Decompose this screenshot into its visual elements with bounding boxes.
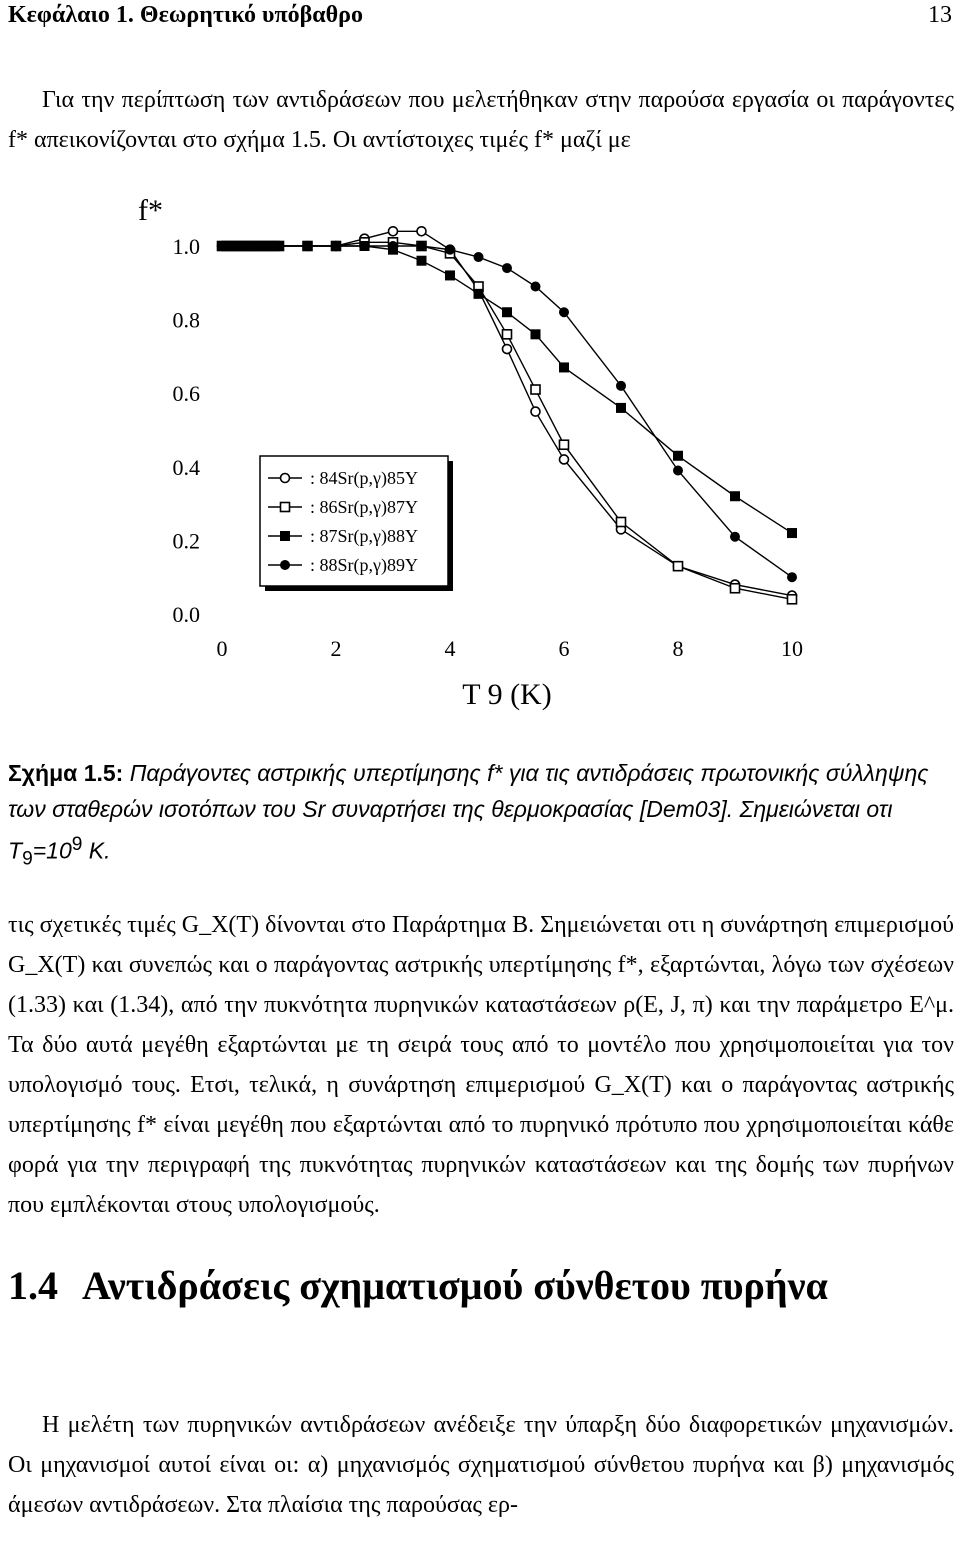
data-point-series-1 <box>389 227 398 236</box>
data-point-series-4 <box>417 242 426 251</box>
data-point-series-1 <box>531 407 540 416</box>
data-point-series-2 <box>617 518 626 527</box>
data-point-series-3 <box>503 308 512 317</box>
x-tick-label: 8 <box>672 636 684 661</box>
x-tick-label: 6 <box>558 636 570 661</box>
data-point-series-4 <box>474 253 483 262</box>
x-tick-label: 10 <box>781 636 803 661</box>
data-point-series-4 <box>275 242 284 251</box>
data-point-series-2 <box>788 595 797 604</box>
data-point-series-3 <box>674 451 683 460</box>
chapter-title: Κεφάλαιο 1. Θεωρητικό υπόβαθρο <box>8 2 364 28</box>
data-point-series-2 <box>674 562 683 571</box>
data-point-series-2 <box>731 584 740 593</box>
y-tick-label: 0.2 <box>172 528 200 554</box>
legend-entry: : 86Sr(p,γ)87Y <box>310 497 418 517</box>
data-point-series-4 <box>674 466 683 475</box>
figure-caption: Σχήμα 1.5: Παράγοντες αστρικής υπερτίμησης f* για τις αντιδράσεις πρωτονικής σύλληψης των σταθερών ισοτόπων του Sr συναρτήσει της θερμοκρασίας [Dem03]. Σημειώνεται οτι $T_9=10^9$ K. <box>8 760 929 870</box>
data-point-series-4 <box>332 242 341 251</box>
page-number: 13 <box>928 2 952 28</box>
x-axis-label: T 9 (K) <box>462 678 552 711</box>
caption-label: Σχήμα 1.5 <box>8 760 116 786</box>
page-header <box>8 2 952 34</box>
y-tick-label: 1.0 <box>172 234 200 259</box>
y-tick-label: 0.8 <box>172 307 200 333</box>
data-point-series-4 <box>389 242 398 251</box>
legend-entry: : 87Sr(p,γ)88Y <box>310 526 418 546</box>
data-point-series-3 <box>731 492 740 501</box>
data-point-series-3 <box>531 330 540 339</box>
x-tick-label: 0 <box>216 636 228 661</box>
legend-marker <box>281 561 290 570</box>
caption-sup: 9 <box>71 834 83 855</box>
caption-text: Παράγοντες αστρικής υπερτίμησης f* για τις αντιδράσεις πρωτονικής σύλληψης των σταθερών ισοτόπων του Sr συναρτήσει της θερμοκρασίας [Dem03]. Σημειώνεται οτι T <box>8 760 929 864</box>
section-heading <box>8 1262 828 1309</box>
legend-entry: : 84Sr(p,γ)85Y <box>310 468 418 488</box>
data-point-series-3 <box>560 363 569 372</box>
figure-chart <box>120 176 840 736</box>
data-point-series-2 <box>531 385 540 394</box>
section-title: Αντιδράσεις σχηματισμού σύνθετου πυρήνα <box>82 1263 828 1308</box>
data-point-series-3 <box>446 271 455 280</box>
caption-tail: K. <box>82 837 111 864</box>
x-tick-label: 2 <box>330 636 342 661</box>
data-point-series-4 <box>731 532 740 541</box>
data-point-series-1 <box>503 345 512 354</box>
data-point-series-3 <box>417 256 426 265</box>
legend-entry: : 88Sr(p,γ)89Y <box>310 555 418 575</box>
data-point-series-1 <box>417 227 426 236</box>
data-point-series-4 <box>788 573 797 582</box>
data-point-series-4 <box>303 242 312 251</box>
caption-sub: 9 <box>22 848 33 870</box>
data-point-series-3 <box>474 289 483 298</box>
data-point-series-4 <box>360 242 369 251</box>
data-point-series-3 <box>617 403 626 412</box>
data-point-series-4 <box>560 308 569 317</box>
legend-marker <box>281 503 290 512</box>
data-point-series-2 <box>503 330 512 339</box>
intro-paragraph: Για την περίπτωση των αντιδράσεων που μελετήθηκαν στην παρούσα εργασία οι παράγοντες f* απεικονίζονται στο σχήμα 1.5. Οι αντίστοιχες τιμές f* μαζί με <box>8 87 954 153</box>
data-point-series-1 <box>560 455 569 464</box>
data-point-series-4 <box>446 245 455 254</box>
y-tick-label: 0.0 <box>172 602 200 627</box>
legend-marker <box>281 474 290 483</box>
x-tick-label: 4 <box>444 636 456 661</box>
y-tick-label: 0.6 <box>172 381 200 407</box>
section-number: 1.4 <box>8 1263 58 1308</box>
y-axis-label: f* <box>138 194 163 227</box>
caption-eq: =10 <box>32 837 72 864</box>
final-paragraph: Η μελέτη των πυρηνικών αντιδράσεων ανέδειξε την ύπαρξη δύο διαφορετικών μηχανισμών. Οι μηχανισμοί αυτοί είναι οι: α) μηχανισμός σχηματισμού σύνθετου πυρήνα και β) μηχανισμός άμεσων αντιδράσεων. Στα πλαίσια της παρούσας ερ- <box>8 1412 954 1518</box>
legend-marker <box>281 532 290 541</box>
data-point-series-4 <box>531 282 540 291</box>
data-point-series-3 <box>788 529 797 538</box>
data-point-series-2 <box>560 440 569 449</box>
data-point-series-4 <box>617 381 626 390</box>
body-paragraph: τις σχετικές τιμές G_X(T) δίνονται στο Παράρτημα Β. Σημειώνεται οτι η συνάρτηση επιμερισμού G_X(T) και συνεπώς και ο παράγοντας αστρικής υπερτίμησης f*, εξαρτώνται, λόγω των σχέσεων (1.33) και (1.34), από την πυκνότητα πυρηνικών καταστάσεων ρ(E, J, π) και την παράμετρο E^μ. Τα δύο αυτά μεγέθη εξαρτώνται με τη σειρά τους από το μοντέλο που χρησιμοποιείται για τον υπολογισμό τους. Ετσι, τελικά, η συνάρτηση επιμερισμού G_X(T) και ο παράγοντας αστρικής υπερτίμησης f* είναι μεγέθη που εξαρτώνται από το πυρηνικό πρότυπο που χρησιμοποιείται κάθε φορά για την περιγραφή της πυκνότητας πυρηνικών καταστάσεων και της δομής των πυρήνων που εμπλέκονται στους υπολογισμούς. <box>8 912 954 1218</box>
y-tick-label: 0.4 <box>172 454 200 480</box>
data-point-series-4 <box>503 264 512 273</box>
